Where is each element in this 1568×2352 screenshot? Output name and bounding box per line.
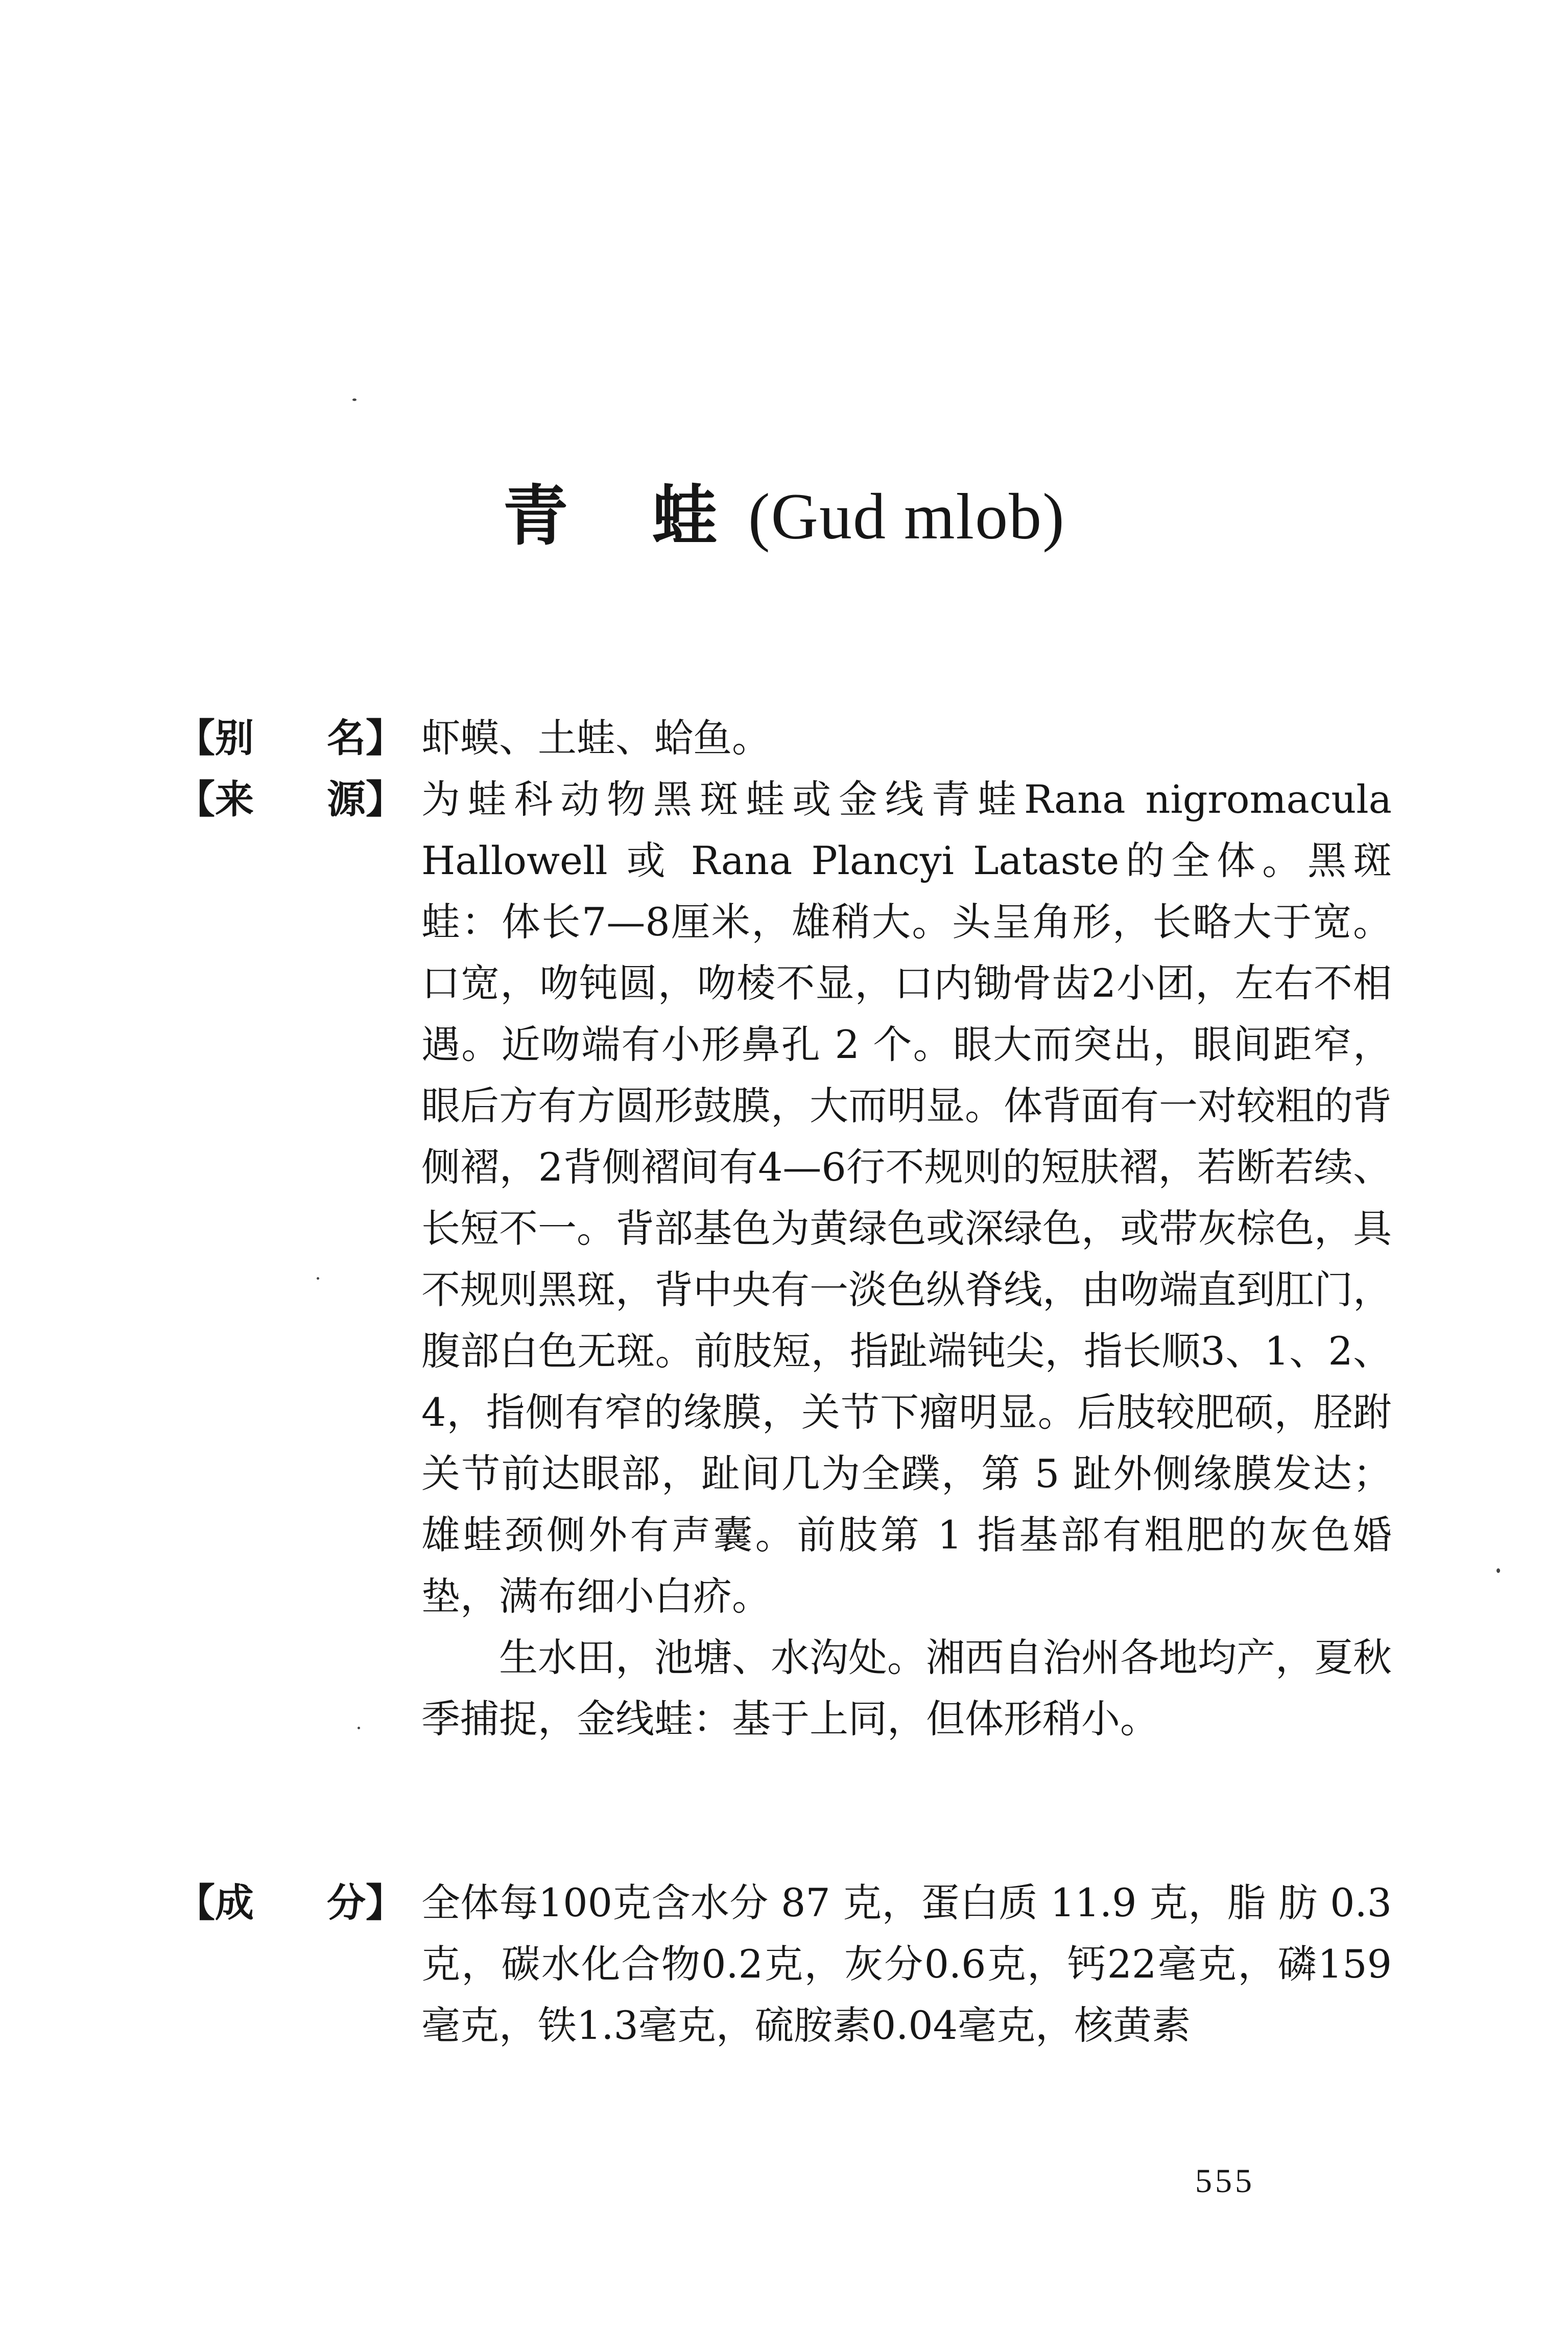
scan-speck <box>358 1727 360 1729</box>
section-label-left: 【成 <box>176 1880 254 1925</box>
section-label-right: 名】 <box>327 715 405 761</box>
section-label-right: 分】 <box>327 1880 405 1925</box>
section-body <box>421 1872 1392 2056</box>
paragraph: 为蛙科动物黑斑蛙或金线青蛙Rana nigromacula Hallowell 或 Rana Plancyi Lataste的全体。黑斑蛙：体长7—8厘米，雄稍大。头呈角形，长略大于宽。口宽，吻钝圆，吻棱不显，口内锄骨齿2小团，左右不相遇。近吻端有小形鼻孔 2 个。眼大而突出，眼间距窄，眼后方有方圆形鼓膜，大而明显。体背面有一对较粗的背侧褶，2背侧褶间有4—6行不规则的短肤褶，若断若续、长短不一。背部基色为黄绿色或深绿色，或带灰棕色，具不规则黑斑，背中央有一淡色纵脊线，由吻端直到肛门，腹部白色无斑。前肢短，指趾端钝尖，指长顺3、1、2、4，指侧有窄的缘膜，关节下瘤明显。后肢较肥硕，胫跗关节前达眼部，趾间几为全蹼，第 5 趾外侧缘膜发达；雄蛙颈侧外有声囊。前肢第 1 指基部有粗肥的灰色婚垫，满布细小白疥。 <box>421 777 1392 1619</box>
paragraph: 生水田，池塘、水沟处。湘西自治州各地均产，夏秋季捕捉，金线蛙：基于上同，但体形稍小。 <box>421 1635 1392 1742</box>
section-body <box>421 769 1392 1750</box>
paragraph: 全体每100克含水分 87 克，蛋白质 11.9 克，脂 肪 0.3克，碳水化合物0.2克，灰分0.6克，钙22毫克，磷159毫克，铁1.3毫克，硫胺素0.04毫克，核黄素 <box>421 1880 1392 2048</box>
title-latin: (Gud mlob) <box>748 480 1065 553</box>
title-chinese: 青 蛙 <box>503 478 748 554</box>
scan-speck <box>352 398 357 401</box>
paragraph: 虾蟆、土蛙、蛤鱼。 <box>421 715 771 761</box>
scan-speck <box>1496 1568 1500 1573</box>
section-label-right: 源】 <box>327 777 405 822</box>
section-body <box>421 708 1392 769</box>
scan-speck <box>317 1277 319 1280</box>
page-number: 555 <box>1195 2162 1255 2200</box>
section-label-left: 【来 <box>176 777 254 822</box>
page-title <box>0 475 1568 557</box>
section-label-left: 【别 <box>176 715 254 761</box>
